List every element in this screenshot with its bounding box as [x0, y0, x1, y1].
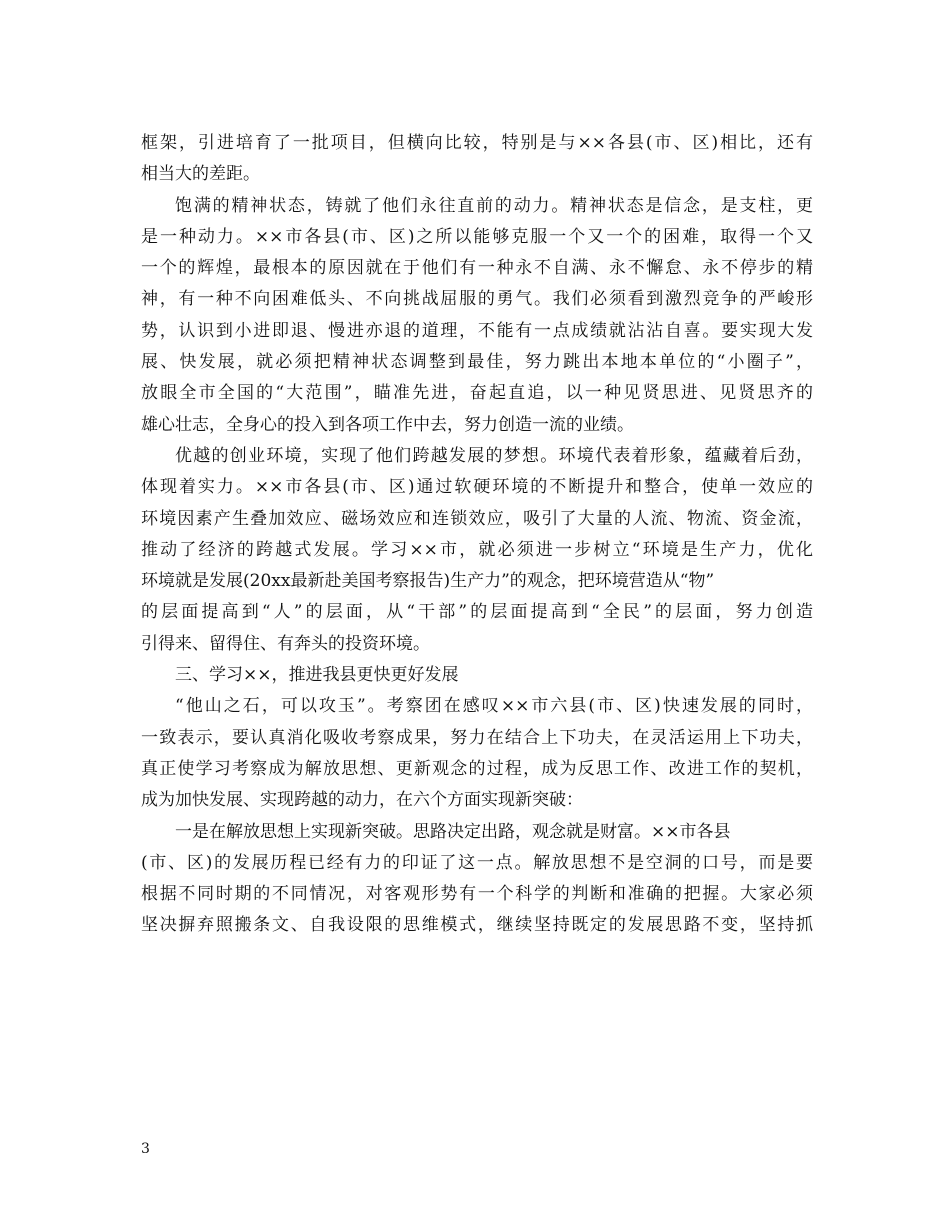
text-line: 神，有一种不向困难低头、不向挑战屈服的勇气。我们必须看到激烈竞争的严峻形	[141, 289, 813, 310]
page-number: 3	[141, 1141, 150, 1157]
text-line: 展、快发展，就必须把精神状态调整到最佳，努力跳出本地本单位的“小圈子”，	[141, 352, 813, 373]
text-line: 环境就是发展(20xx最新赴美国考察报告)生产力”的观念，把环境营造从“物”	[141, 571, 715, 592]
text-line: 势，认识到小进即退、慢进亦退的道理，不能有一点成绩就沾沾自喜。要实现大发	[141, 320, 813, 341]
text-line: 相当大的差距。	[141, 164, 260, 185]
text-line: 放眼全市全国的“大范围”，瞄准先进，奋起直追，以一种见贤思进、见贤思齐的	[141, 383, 813, 404]
text-line: 三、学习××，推进我县更快更好发展	[175, 665, 459, 686]
text-line: 雄心壮志，全身心的投入到各项工作中去，努力创造一流的业绩。	[141, 414, 634, 435]
text-line: 优越的创业环境，实现了他们跨越发展的梦想。环境代表着形象，蕴藏着后劲，	[175, 445, 813, 466]
text-line: 框架，引进培育了一批项目，但横向比较，特别是与××各县(市、区)相比，还有	[141, 133, 813, 153]
text-line: 是一种动力。××市各县(市、区)之所以能够克服一个又一个的困难，取得一个又	[141, 226, 813, 247]
text-line: 成为加快发展、实现跨越的动力，在六个方面实现新突破：	[141, 790, 583, 811]
text-line: 一是在解放思想上实现新突破。思路决定出路，观念就是财富。××市各县	[175, 821, 731, 842]
text-line: “他山之石，可以攻玉”。考察团在感叹××市六县(市、区)快速发展的同时，	[175, 696, 813, 717]
text-line: 体现着实力。××市各县(市、区)通过软硬环境的不断提升和整合，使单一效应的	[141, 477, 813, 498]
text-line: 真正使学习考察成为解放思想、更新观念的过程，成为反思工作、改进工作的契机，	[141, 758, 813, 779]
text-line: 推动了经济的跨越式发展。学习××市，就必须进一步树立“环境是生产力，优化	[141, 539, 813, 560]
text-line: 一个的辉煌，最根本的原因就在于他们有一种永不自满、永不懈怠、永不停步的精	[141, 258, 813, 279]
text-line: (市、区)的发展历程已经有力的印证了这一点。解放思想不是空洞的口号，而是要	[141, 852, 813, 873]
text-line: 坚决摒弃照搬条文、自我设限的思维模式，继续坚持既定的发展思路不变，坚持抓	[141, 915, 813, 936]
text-line: 引得来、留得住、有奔头的投资环境。	[141, 633, 430, 654]
document-body	[141, 128, 813, 942]
text-line: 根据不同时期的不同情况，对客观形势有一个科学的判断和准确的把握。大家必须	[141, 884, 813, 905]
text-line: 环境因素产生叠加效应、磁场效应和连锁效应，吸引了大量的人流、物流、资金流，	[141, 508, 813, 529]
text-line: 一致表示，要认真消化吸收考察成果，努力在结合上下功夫，在灵活运用上下功夫，	[141, 727, 813, 748]
text-line: 的层面提高到“人”的层面，从“干部”的层面提高到“全民”的层面，努力创造	[141, 602, 813, 623]
text-line: 饱满的精神状态，铸就了他们永往直前的动力。精神状态是信念，是支柱，更	[175, 195, 813, 216]
